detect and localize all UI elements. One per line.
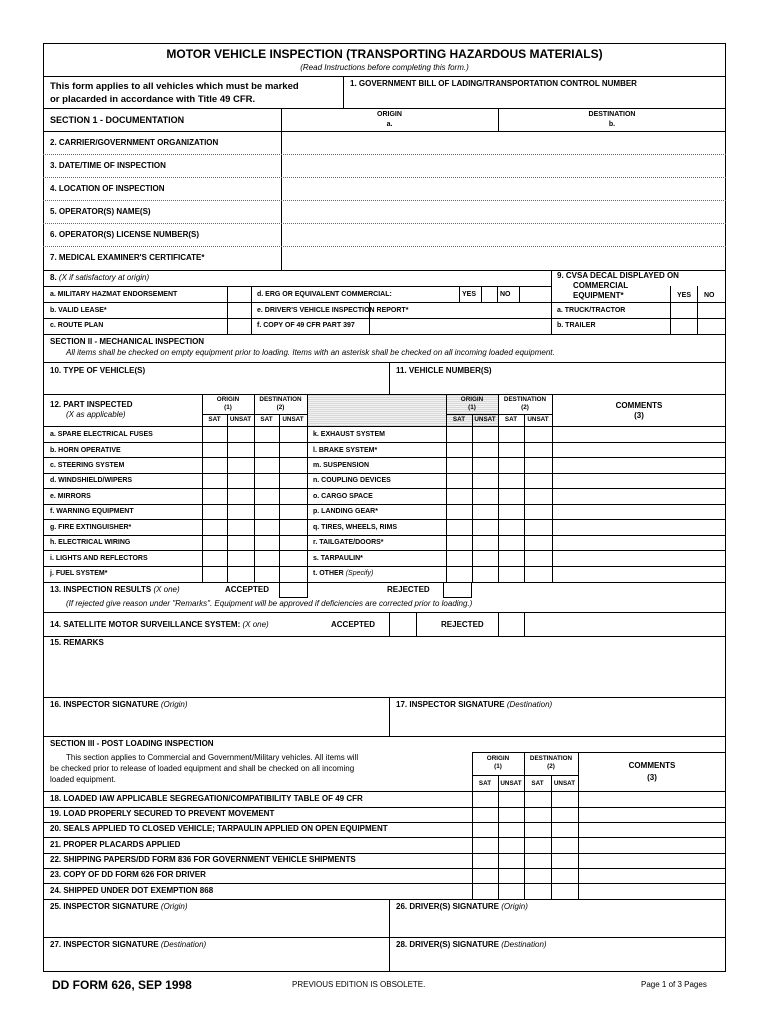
item-22-label: 22. SHIPPING PAPERS/DD FORM 836 FOR GOVERNMENT VEHICLE SHIPMENTS	[50, 855, 356, 864]
comments-sub: (3)	[634, 411, 644, 420]
part-f: f. WARNING EQUIPMENT	[50, 508, 134, 515]
item-8-number: 8.	[50, 273, 57, 282]
right-origin-unsat: UNSAT	[474, 416, 496, 423]
sig28-destination: (Destination)	[501, 940, 547, 949]
section3-title: SECTION III - POST LOADING INSPECTION	[50, 739, 214, 748]
right-dest-sub: (2)	[521, 404, 529, 411]
item-6-label: 6. OPERATOR(S) LICENSE NUMBER(S)	[50, 230, 200, 239]
sig16-origin: (Origin)	[160, 700, 188, 709]
right-origin-header: ORIGIN	[460, 396, 484, 403]
part-t-specify: (Specify)	[345, 570, 374, 577]
right-dest-unsat: UNSAT	[527, 416, 549, 423]
left-dest-unsat: UNSAT	[282, 416, 304, 423]
item-9-no-header: NO	[704, 292, 715, 299]
results-accepted: ACCEPTED	[225, 585, 270, 594]
s3-comments-header: COMMENTS	[628, 761, 676, 770]
part-r: r. TAILGATE/DOORS*	[313, 539, 384, 546]
item-19-label: 19. LOAD PROPERLY SECURED TO PREVENT MOVEMENT	[50, 809, 275, 818]
part-m: m. SUSPENSION	[313, 462, 370, 469]
item-24-label: 24. SHIPPED UNDER DOT EXEMPTION 868	[50, 886, 214, 895]
part-inspected-label: 12. PART INSPECTED	[50, 400, 133, 409]
gbl-label[interactable]: 1. GOVERNMENT BILL OF LADING/TRANSPORTATION CONTROL NUMBER	[350, 79, 637, 88]
sig17-destination: (Destination)	[506, 700, 553, 709]
form-id: DD FORM 626, SEP 1998	[52, 978, 192, 992]
satellite-x-one: (X one)	[242, 620, 269, 629]
item-8f-label: f. COPY OF 49 CFR PART 397	[257, 322, 355, 329]
type-of-vehicles-label: 10. TYPE OF VEHICLE(S)	[50, 366, 146, 375]
vehicle-numbers-label: 11. VEHICLE NUMBER(S)	[396, 366, 492, 375]
s1-dest-header: DESTINATION	[588, 111, 636, 118]
sig26-origin: (Origin)	[501, 902, 528, 911]
part-e: e. MIRRORS	[50, 493, 91, 500]
item-8c-label: c. ROUTE PLAN	[50, 322, 104, 329]
erg-yes-label: YES	[462, 291, 477, 298]
s3-origin-header: ORIGIN	[486, 755, 510, 762]
page-number: Page 1 of 3 Pages	[641, 980, 707, 989]
applies-text-2: or placarded in accordance with Title 49 CFR.	[50, 94, 256, 105]
right-dest-header: DESTINATION	[503, 396, 547, 403]
section1-title: SECTION 1 - DOCUMENTATION	[50, 115, 185, 125]
sig27-label: 27. INSPECTOR SIGNATURE	[50, 940, 159, 949]
left-dest-header: DESTINATION	[259, 396, 302, 403]
left-dest-sat: SAT	[260, 416, 273, 423]
part-q: q. TIRES, WHEELS, RIMS	[313, 524, 398, 531]
part-l: l. BRAKE SYSTEM*	[313, 447, 378, 454]
s3-origin-sat: SAT	[478, 780, 492, 787]
item-8-note: (X if satisfactory at origin)	[58, 273, 150, 282]
s1-origin-sub: a.	[386, 121, 393, 128]
item-18-label: 18. LOADED IAW APPLICABLE SEGREGATION/COMPATIBILITY TABLE OF 49 CFR	[50, 794, 363, 803]
section2-title: SECTION II - MECHANICAL INSPECTION	[50, 337, 205, 346]
erg-no-label: NO	[500, 291, 511, 298]
part-j: j. FUEL SYSTEM*	[50, 570, 108, 577]
left-origin-sat: SAT	[208, 416, 221, 423]
section3-text-2: be checked prior to release of loaded equipment and shall be checked on all incoming	[50, 764, 355, 773]
results-rejected: REJECTED	[387, 585, 430, 594]
part-s: s. TARPAULIN*	[313, 555, 363, 562]
part-n: n. COUPLING DEVICES	[313, 477, 391, 484]
right-origin-sat: SAT	[452, 416, 466, 423]
satellite-accepted: ACCEPTED	[331, 620, 376, 629]
applies-text-1: This form applies to all vehicles which must be marked	[50, 81, 299, 92]
part-o: o. CARGO SPACE	[313, 493, 373, 500]
item-9b-label: b. TRAILER	[557, 322, 596, 329]
s3-dest-unsat: UNSAT	[553, 780, 576, 787]
item-3-label: 3. DATE/TIME OF INSPECTION	[50, 161, 166, 170]
item-9-yes-header: YES	[677, 292, 692, 299]
part-d: d. WINDSHIELD/WIPERS	[50, 477, 133, 484]
comments-header: COMMENTS	[615, 401, 663, 410]
sig28-label: 28. DRIVER(S) SIGNATURE	[396, 940, 499, 949]
item-9-line2: COMMERCIAL	[573, 281, 629, 290]
part-a: a. SPARE ELECTRICAL FUSES	[50, 431, 153, 438]
part-p: p. LANDING GEAR*	[313, 508, 378, 515]
sig16-label: 16. INSPECTOR SIGNATURE	[50, 700, 159, 709]
remarks-label[interactable]: 15. REMARKS	[50, 638, 104, 647]
right-dest-sat: SAT	[504, 416, 518, 423]
item-9-line1: 9. CVSA DECAL DISPLAYED ON	[557, 271, 679, 280]
item-21-label: 21. PROPER PLACARDS APPLIED	[50, 840, 181, 849]
left-origin-sub: (1)	[224, 404, 232, 411]
results-label: 13. INSPECTION RESULTS	[50, 585, 152, 594]
right-origin-sub: (1)	[468, 404, 476, 411]
sig17-label: 17. INSPECTOR SIGNATURE	[396, 700, 505, 709]
part-b: b. HORN OPERATIVE	[50, 447, 121, 454]
s3-origin-sub: (1)	[494, 763, 502, 770]
obsolete-note: PREVIOUS EDITION IS OBSOLETE.	[292, 980, 426, 989]
sig26-label: 26. DRIVER(S) SIGNATURE	[396, 902, 499, 911]
part-c: c. STEERING SYSTEM	[50, 462, 125, 469]
sig27-destination: (Destination)	[160, 940, 207, 949]
left-origin-unsat: UNSAT	[229, 416, 252, 423]
s3-dest-header: DESTINATION	[529, 755, 573, 762]
satellite-label: 14. SATELLITE MOTOR SURVEILLANCE SYSTEM:	[50, 620, 241, 629]
s3-dest-sub: (2)	[547, 763, 555, 770]
part-h: h. ELECTRICAL WIRING	[50, 539, 131, 546]
item-2-label: 2. CARRIER/GOVERNMENT ORGANIZATION	[50, 138, 219, 147]
sig25-label: 25. INSPECTOR SIGNATURE	[50, 902, 159, 911]
item-20-label: 20. SEALS APPLIED TO CLOSED VEHICLE; TARPAULIN APPLIED ON OPEN EQUIPMENT	[50, 824, 388, 833]
item-5-label: 5. OPERATOR(S) NAME(S)	[50, 207, 151, 216]
part-i: i. LIGHTS AND REFLECTORS	[50, 555, 148, 562]
form-subtitle: (Read Instructions before completing this form.)	[300, 63, 469, 72]
section3-text-3: loaded equipment.	[50, 775, 116, 784]
s1-origin-header: ORIGIN	[377, 111, 402, 118]
part-inspected-note: (X as applicable)	[66, 410, 126, 419]
item-4-label: 4. LOCATION OF INSPECTION	[50, 184, 165, 193]
s3-comments-sub: (3)	[647, 773, 657, 782]
item-8b-label: b. VALID LEASE*	[50, 307, 107, 314]
item-7-label: 7. MEDICAL EXAMINER'S CERTIFICATE*	[50, 253, 205, 262]
item-9a-label: a. TRUCK/TRACTOR	[557, 307, 626, 314]
part-t: t. OTHER	[313, 570, 344, 577]
left-origin-header: ORIGIN	[216, 396, 240, 403]
part-g: g. FIRE EXTINGUISHER*	[50, 524, 132, 531]
item-8e-label: e. DRIVER'S VEHICLE INSPECTION REPORT*	[257, 307, 409, 314]
satellite-rejected: REJECTED	[441, 620, 484, 629]
results-note: (If rejected give reason under "Remarks". Equipment will be approved if deficiencies are corrected prior to loading.)	[66, 599, 473, 608]
form-title: MOTOR VEHICLE INSPECTION (TRANSPORTING HAZARDOUS MATERIALS)	[166, 47, 603, 61]
section3-text-1: This section applies to Commercial and Government/Military vehicles. All items will	[66, 753, 359, 762]
s1-dest-sub: b.	[608, 121, 616, 128]
item-9-line3: EQUIPMENT*	[573, 291, 624, 300]
left-dest-sub: (2)	[276, 404, 285, 411]
results-x-one: (X one)	[153, 585, 180, 594]
item-8d-label: d. ERG OR EQUIVALENT COMMERCIAL:	[257, 291, 392, 298]
s3-origin-unsat: UNSAT	[500, 780, 522, 787]
sig25-origin: (Origin)	[160, 902, 188, 911]
s3-dest-sat: SAT	[531, 780, 544, 787]
item-23-label: 23. COPY OF DD FORM 626 FOR DRIVER	[50, 870, 206, 879]
item-8a-label: a. MILITARY HAZMAT ENDORSEMENT	[50, 291, 178, 298]
part-k: k. EXHAUST SYSTEM	[313, 431, 385, 438]
section2-note: All items shall be checked on empty equipment prior to loading. Items with an asterisk shall be checked on all incoming loaded equipment.	[66, 348, 555, 357]
